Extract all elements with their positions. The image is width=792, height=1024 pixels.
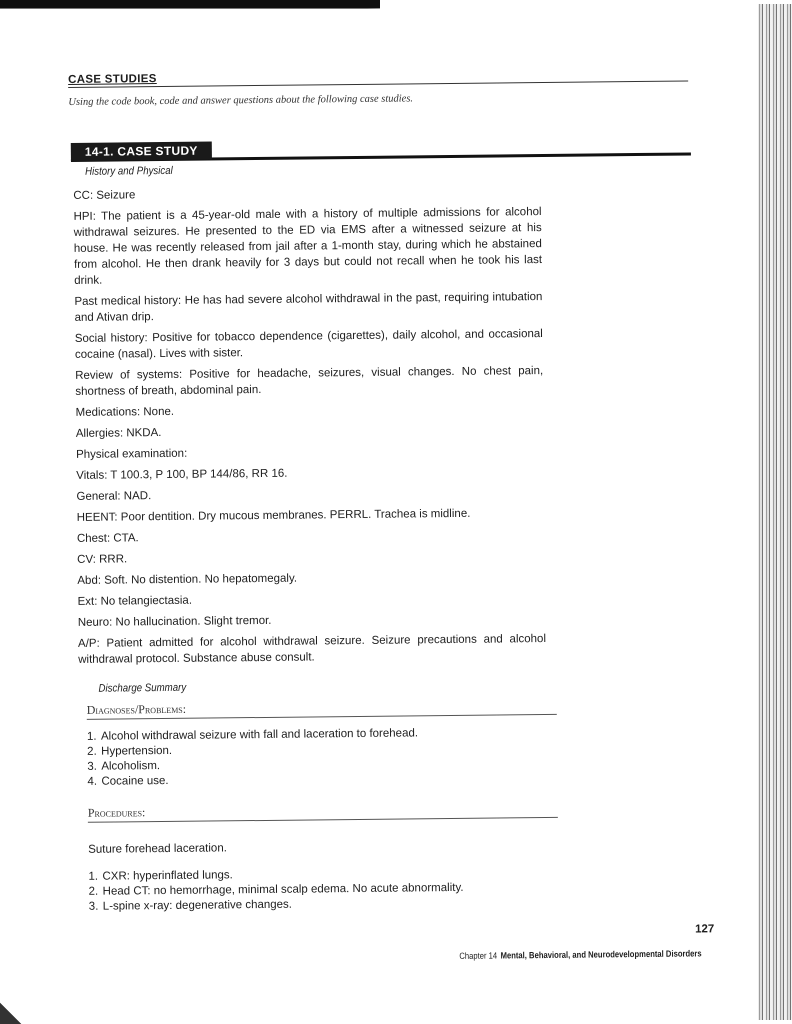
page-number: 127 <box>694 923 715 936</box>
cv-exam: CV: RRR. <box>77 553 128 566</box>
instructions: Using the code book, code and answer questions about the following case studies. <box>68 93 414 108</box>
list-item: 1. CXR: hyperinflated lungs. <box>88 869 233 883</box>
list-item: 3. Alcoholism. <box>87 760 161 773</box>
procedure-main: Suture forehead laceration. <box>88 842 227 856</box>
scan-shadow-top <box>0 0 380 16</box>
heent-exam: HEENT: Poor dentition. Dry mucous membranes. PERRL. Trachea is midline. <box>76 507 471 524</box>
discharge-heading: Discharge Summary <box>98 681 187 695</box>
chapter-footer <box>459 948 701 961</box>
medications: Medications: None. <box>75 405 175 419</box>
procedures-list <box>88 865 558 915</box>
case-header <box>71 136 691 161</box>
vitals: Vitals: T 100.3, P 100, BP 144/86, RR 16. <box>76 467 288 482</box>
assessment-plan: A/P: Patient admitted for alcohol withdrawal seizure. Seizure precautions and alcohol withdrawal protocol. Substance abuse consult. <box>77 633 547 666</box>
neuro-exam: Neuro: No hallucination. Slight tremor. <box>77 614 272 629</box>
extremities-exam: Ext: No telangiectasia. <box>77 594 193 608</box>
past-medical-history: Past medical history: He has had severe alcohol withdrawal in the past, requiring intubation and Ativan drip. <box>74 291 543 324</box>
allergies: Allergies: NKDA. <box>75 427 162 440</box>
diagnoses-list <box>87 725 558 790</box>
scan-shadow-corner <box>0 994 30 1024</box>
physical-exam-heading: Physical examination: <box>75 447 188 461</box>
section-title: CASE STUDIES <box>68 67 688 87</box>
document-page <box>66 63 715 974</box>
footer-title: Mental, Behavioral, and Neurodevelopmental Disorders <box>500 948 702 961</box>
history-heading: History and Physical <box>85 164 173 178</box>
hpi-paragraph: HPI: The patient is a 45-year-old male with a history of multiple admissions for alcohol withdrawal seizures. He presented to the ED via EMS after a witnessed seizure at his house. He was recently released from jail after a 1-month stay, during which he abstained from alcohol. He then drank heavily for 3 days but could not recall when he took his last drink. <box>73 206 543 287</box>
list-item: 1. Alcohol withdrawal seizure with fall and laceration to forehead. <box>86 727 419 743</box>
footer-chapter: Chapter 14 <box>459 950 498 961</box>
abdomen-exam: Abd: Soft. No distention. No hepatomegaly. <box>77 572 298 587</box>
list-item: 3. L-spine x-ray: degenerative changes. <box>88 898 293 913</box>
history-content <box>73 183 546 673</box>
procedures-heading: Procedures: <box>88 801 558 823</box>
review-of-systems: Review of systems: Positive for headache, seizures, visual changes. No chest pain, shortness of breath, abdominal pain. <box>75 365 544 398</box>
diagnoses-heading: Diagnoses/Problems: <box>87 698 557 720</box>
case-label: 14-1. CASE STUDY <box>71 141 212 160</box>
list-item: 2. Hypertension. <box>87 744 173 758</box>
chief-complaint: CC: Seizure <box>73 189 136 202</box>
social-history: Social history: Positive for tobacco dependence (cigarettes), daily alcohol, and occasional cocaine (nasal). Lives with sister. <box>74 328 543 361</box>
chest-exam: Chest: CTA. <box>76 532 139 545</box>
list-item: 4. Cocaine use. <box>87 774 169 788</box>
scan-binding-edge <box>758 4 792 1020</box>
general-exam: General: NAD. <box>76 490 152 503</box>
discharge-summary <box>86 677 558 915</box>
list-item: 2. Head CT: no hemorrhage, minimal scalp edema. No acute abnormality. <box>88 881 464 898</box>
